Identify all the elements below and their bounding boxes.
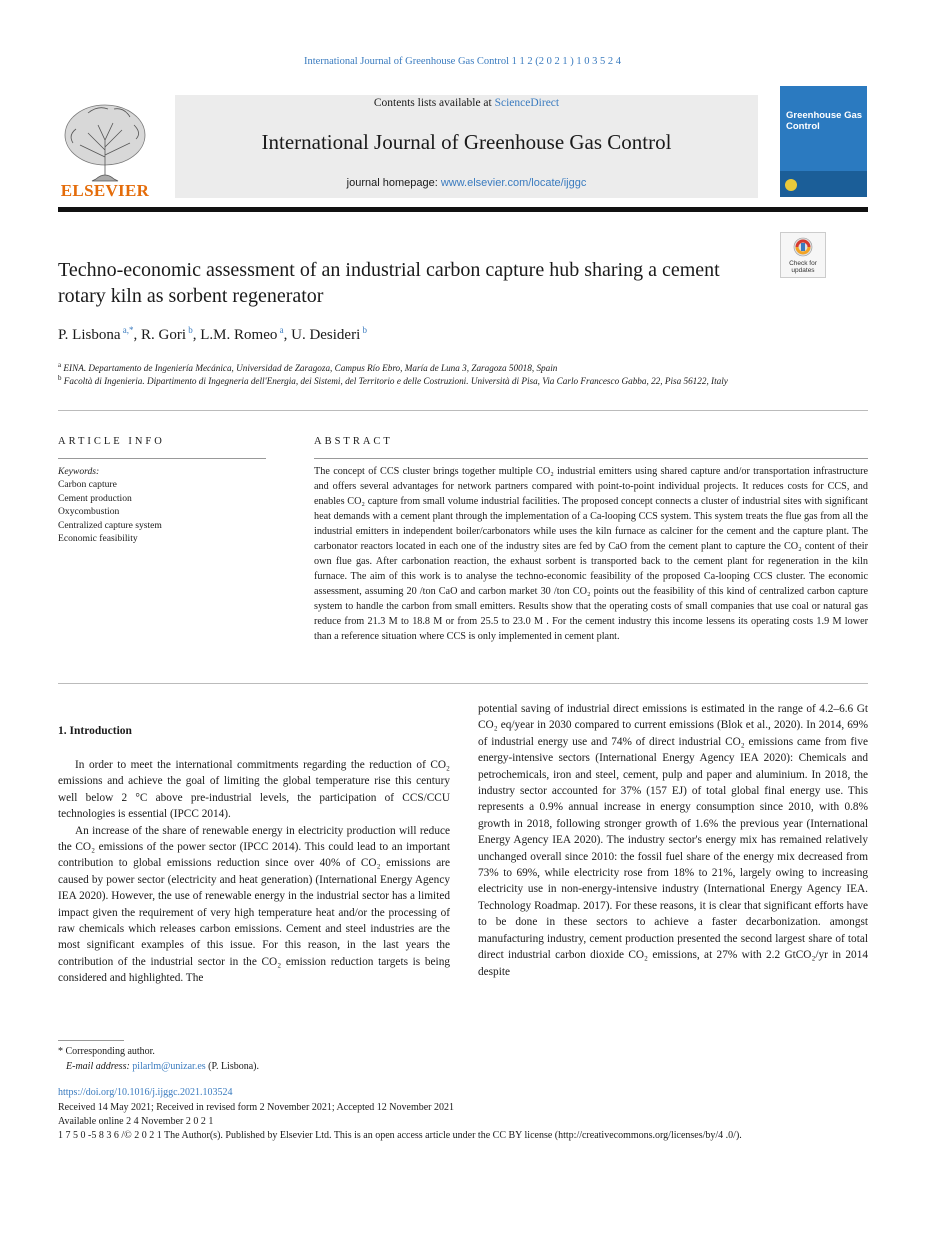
journal-citation[interactable]: International Journal of Greenhouse Gas Control 1 1 2 (2 0 2 1 ) 1 0 3 5 2 4 (304, 56, 621, 67)
sciencedirect-link[interactable]: ScienceDirect (494, 97, 560, 109)
paper-title: Techno-economic assessment of an industrial carbon capture hub sharing a cement rotary kiln as sorbent regenerator (58, 259, 720, 307)
journal-title: International Journal of Greenhouse Gas Control (261, 130, 672, 154)
intro-paragraph-2: An increase of the share of renewable energy in electricity production will reduce the CO₂ emissions of the power sector (IPCC 2014). This could lead to an important contribution to global emissions reduction since over 40% of CO₂ emissions are caused by power sector (electricity and heat generation) (International Energy Agency IEA 2020). However, the use of renewable energy in the industrial sector has a limited impact given the requirement of very high temperature heat and/or the processing of raw chemicals which releases carbon emissions. Cement and steel industries are the most significant examples of this issue. For this reason, in the last years the contribution of the industrial sector in the CO₂ emission reduction targets is being considered and highlighted. The (58, 824, 450, 985)
keywords-label: Keywords: (58, 466, 100, 477)
corresponding-author-note: * Corresponding author. (58, 1046, 155, 1057)
article-history (58, 1101, 742, 1143)
affiliation-a-text: EINA. Departamento de Ingeniería Mecánica, Universidad de Zaragoza, Campus Río Ebro, María de Luna 3, Zaragoza 50018, Spain (63, 363, 558, 374)
keyword-list (58, 478, 268, 545)
author-separator: , (283, 327, 292, 343)
divider (58, 683, 868, 684)
corresponding-footnote (58, 1044, 259, 1074)
email-line (58, 1059, 259, 1074)
author-name[interactable]: R. Gori (141, 327, 187, 343)
author-affiliation-mark[interactable]: b (186, 325, 193, 335)
abstract-heading: ABSTRACT (314, 436, 393, 447)
keyword-item: Economic feasibility (58, 533, 138, 545)
affiliation-b (58, 372, 758, 389)
homepage-link[interactable]: www.elsevier.com/locate/ijggc (440, 177, 587, 189)
keyword-item: Carbon capture (58, 479, 117, 491)
homepage-prefix: journal homepage: (346, 177, 441, 189)
keyword-item: Centralized capture system (58, 519, 162, 531)
affiliation-a-mark: a (58, 361, 62, 369)
body-left-column (58, 757, 450, 987)
homepage-line (175, 177, 758, 189)
author-name[interactable]: L.M. Romeo (200, 327, 278, 343)
divider (58, 410, 868, 411)
keyword-item: Oxycombustion (58, 506, 120, 518)
author-affiliation-mark[interactable]: a (277, 325, 284, 335)
email-label: E-mail address: (66, 1061, 133, 1072)
copyright-line: 1 7 5 0 -5 8 3 6 /© 2 0 2 1 The Author(s). Published by Elsevier Ltd. This is an open access article under the CC BY license (http://creativecommons.org/licenses/by/4 .0/). (58, 1130, 742, 1141)
available-online: Available online 2 4 November 2 0 2 1 (58, 1116, 214, 1127)
divider (58, 458, 266, 459)
check-for-updates-badge[interactable] (780, 232, 826, 278)
keyword-item: Cement production (58, 492, 132, 504)
check-updates-label: Check for updates (789, 260, 817, 274)
email-link[interactable]: pilarlm@unizar.es (132, 1061, 206, 1072)
author-affiliation-mark[interactable]: b (360, 325, 368, 335)
introduction-heading: 1. Introduction (58, 725, 132, 737)
journal-cover-thumbnail[interactable] (780, 86, 867, 197)
cover-title: Greenhouse Gas Control (786, 110, 863, 132)
contents-line (175, 97, 758, 109)
footnote-divider (58, 1040, 124, 1041)
contents-prefix: Contents lists available at (373, 97, 495, 109)
author-name[interactable]: U. Desideri (291, 327, 361, 343)
author-affiliation-mark[interactable]: a,* (120, 325, 134, 335)
abstract-text: The concept of CCS cluster brings together multiple CO₂ industrial emitters using shared capture and/or transportation infrastructure and offers several advantages for network partners compared with point-to-point individual projects. It reduces costs for CCS, and enables CO₂ capture from small volume industrial facilities. The proposed concept connects a cluster of industrial sites with significant heat demands with a cement plant through the implementation of a Ca-looping CCS system. This system treats the flue gas from all the industrial emitters in independent boiler/carbonators while uses the kiln furnace as calciner for the cement and the capture plant. The carbonator reactors located in each one of the industry sites are fed by CaO from the cement plant to capture the CO₂ content of their own flue gas. After carbonation reaction, the exhaust sorbent is transported back to the cement plant for regeneration in the kiln furnace. The aim of this work is to analyse the techno-economic feasibility of the proposed Ca-looping CCS cluster. The economic assessment, assuming 20 /ton CaO and carbon market 30 /ton CO₂ points out the feasibility of this kind of centralized carbon capture system to handle the carbon from small emitters. Results show that the operating costs of small companies that use coal or natural gas reduce from 21.3 M to 18.8 M or from 25.5 to 23.0 M . For the cement industry this income lessens its operating costs 1.9 M lower than a reference situation where CCS is only implemented in cement plant. (314, 466, 868, 642)
keywords-block (58, 465, 268, 545)
received-dates: Received 14 May 2021; Received in revised form 2 November 2021; Accepted 12 November 2021 (58, 1102, 455, 1113)
author-separator: , (192, 327, 201, 343)
elsevier-wordmark: ELSEVIER (60, 181, 150, 200)
header-divider (58, 207, 868, 212)
doi-link[interactable]: https://doi.org/10.1016/j.ijggc.2021.103524 (58, 1087, 233, 1098)
cover-emblem-icon (785, 179, 797, 191)
email-suffix: (P. Lisbona). (205, 1061, 259, 1072)
affiliation-b-text: Facoltà di Ingenieria. Dipartimento di Ingegneria dell'Energia, dei Sistemi, del Territorio e delle Costruzioni. Università di Pisa, Via Carlo Francesco Gabba, 22, Pisa 56122, Italy (63, 376, 728, 387)
body-right-column (478, 701, 868, 980)
intro-paragraph-3: potential saving of industrial direct emissions is estimated in the range of 4.2–6.6 Gt CO₂ eq/year in 2030 compared to current emissions (Blok et al., 2020). In 2014, 69% of industrial energy use and 74% of direct industrial CO₂ emissions came from five energy-intensive sectors (International Energy Agency IEA 2020): Chemicals and petrochemicals, iron and steel, cement, pulp and paper and aluminium. In 2018, the industry sector accounted for 37% (157 EJ) of total global final energy use. This represents a 0.9% annual increase in energy consumption since 2010, with 0.8% growth in 2018, following stronger growth of 1.6% the previous year (International Energy Agency IEA 2020). The industry sector's energy mix has remained relatively unchanged overall since 2010: the fossil fuel share of the energy mix decreased from 73% to 69%, while electricity rose from 18% to 21%, largely owing to increasing electricity use in non-energy-intensive industry (International Energy Agency IEA. Technology Roadmap. 2017). For these reasons, it is clear that significant efforts have to be done in these sectors to achieve a faster decarbonization. amongst manufacturing industry, cement production presented the second largest share of total direct industrial carbon dioxide CO₂ emissions, at 27% with 2.2 GtCO₂/yr in 2014 despite (478, 703, 868, 978)
divider (314, 458, 868, 459)
author-name[interactable]: P. Lisbona (58, 327, 121, 343)
author-separator: , (133, 327, 142, 343)
intro-paragraph-1: In order to meet the international commitments regarding the reduction of CO₂ emissions and achieve the goal of limiting the global temperature rise this century well below 2 °C above pre-industrial levels, the participation of CCS/CCU technologies is essential (IPCC 2014). (58, 759, 450, 821)
check-updates-icon (793, 237, 813, 257)
author-list (58, 325, 367, 344)
affiliation-b-mark: b (58, 374, 62, 382)
article-info-heading: ARTICLE INFO (58, 436, 165, 447)
